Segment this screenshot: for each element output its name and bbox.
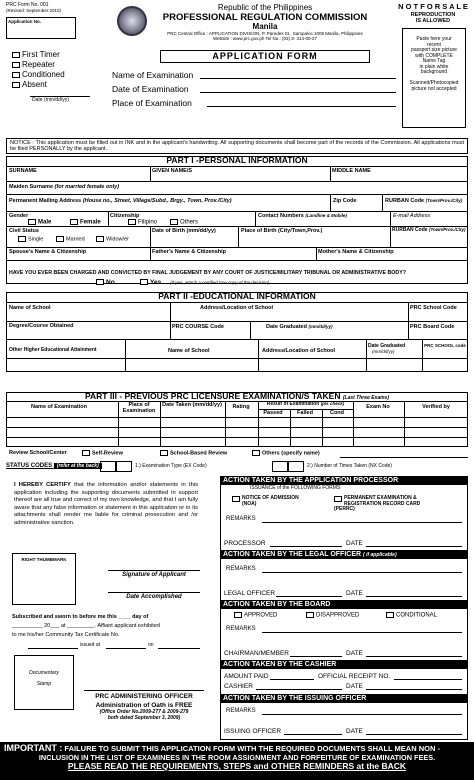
exam-fields bbox=[112, 68, 193, 110]
exam-date-label: Date of Examination bbox=[112, 84, 189, 94]
grad-date-label: Date Graduated (mm/dd/yy) bbox=[266, 324, 333, 330]
republic-text: Republic of the Philippines bbox=[217, 3, 313, 12]
review-school-based[interactable]: School-Based Review bbox=[160, 450, 227, 457]
convicted-question: HAVE YOU EVER BEEN CHARGED AND CONVICTED BY FINAL JUDGEMENT BY ANY COURT OF JUSTICE/MILITARY TRIBUNAL OR ADMINISTRATIVE BODY? bbox=[9, 270, 407, 276]
col-verified-by: Verified by bbox=[422, 404, 450, 410]
receipt-no-label: OFFICIAL RECEIPT NO. bbox=[318, 673, 391, 680]
exam-date-field[interactable] bbox=[200, 92, 396, 93]
date-label: Date (mm/dd/yy) bbox=[32, 97, 69, 103]
legal-officer-label: LEGAL OFFICER bbox=[224, 590, 276, 597]
col-cond: Cond bbox=[329, 410, 345, 416]
civil-status-label: Civil Status bbox=[9, 228, 39, 234]
civil-single[interactable]: Single bbox=[18, 236, 43, 243]
nx-code-box[interactable] bbox=[272, 461, 288, 472]
officer-signature-line[interactable] bbox=[84, 690, 204, 691]
convicted-no[interactable]: No bbox=[96, 279, 115, 286]
status-code-2: 2.) Number of Times Taken (NX Code) bbox=[307, 463, 392, 469]
board-conditional[interactable]: CONDITIONAL bbox=[386, 612, 437, 619]
prc-school2-label: PRC SCHOOL code bbox=[424, 343, 466, 348]
col-date-taken: Date Taken (mm/dd/yy) bbox=[162, 402, 222, 408]
legal-date-label: DATE bbox=[346, 590, 363, 597]
processor-label: PROCESSOR bbox=[224, 540, 266, 547]
maiden-field[interactable] bbox=[6, 194, 468, 195]
status-absent[interactable]: Absent bbox=[12, 80, 65, 90]
date-accomplished-label: Date Accomplished bbox=[126, 594, 182, 600]
degree-label: Degree/Course Obtained bbox=[9, 323, 74, 329]
ex-code-box[interactable] bbox=[100, 461, 116, 472]
status-codes-label: STATUS CODES (refer at the back) bbox=[6, 463, 102, 470]
issued-at-label: issued at bbox=[80, 642, 101, 648]
perc-option[interactable]: PERMANENT EXAMINATION & REGISTRATION RECORD CARD (PERRC) bbox=[334, 495, 421, 512]
signature-label: Signature of Applicant bbox=[122, 572, 186, 578]
issuance-label: ISSUANCE of the FOLLOWING FORMS bbox=[250, 485, 341, 491]
citizenship-label: Citizenship bbox=[110, 213, 140, 219]
applicant-status-options bbox=[12, 50, 65, 90]
spouse-label: Spouse's Name & Citizenship bbox=[9, 249, 87, 255]
issuing-officer-label: ISSUING OFFICER bbox=[224, 728, 282, 735]
office-order-note: (Office Order No.2009-277 & 2009-279 both dated September 3, 2009) bbox=[99, 709, 189, 721]
form-title: APPLICATION FORM bbox=[160, 50, 370, 63]
issuing-remarks-field[interactable] bbox=[262, 714, 462, 715]
maiden-label: Maiden Surname (for married female only) bbox=[9, 184, 120, 190]
important-footer: IMPORTANT : FAILURE TO SUBMIT THIS APPLICATION FORM WITH THE REQUIRED DOCUMENTS SHALL MEAN NON - INCLUSION IN THE LIST OF EXAMINEES IN THE ROOM ASSIGNMENT AND FORFEITURE OF EXAMINATION FEES. PLEASE READ THE REQUIREMENTS, STEPS and OTHER REMINDERS at the BACK bbox=[0, 742, 474, 780]
prc-course-label: PRC COURSE Code bbox=[172, 324, 224, 330]
processor-title: ACTION TAKEN BY THE APPLICATION PROCESSOR bbox=[220, 476, 468, 485]
board-disapproved[interactable]: DISAPPROVED bbox=[306, 612, 359, 619]
citizenship-others[interactable]: Others bbox=[170, 219, 198, 226]
civil-row[interactable] bbox=[6, 247, 468, 248]
board-date-label: DATE bbox=[346, 650, 363, 657]
exam-row-1[interactable] bbox=[6, 417, 468, 418]
col-passed: Passed bbox=[263, 410, 283, 416]
issuing-title: ACTION TAKEN BY THE ISSUING OFFICER bbox=[220, 694, 468, 703]
col-rating: Rating bbox=[232, 404, 250, 410]
civil-married[interactable]: Married bbox=[56, 236, 85, 243]
legal-title: ACTION TAKEN BY THE LEGAL OFFICER ( if applicable) bbox=[220, 550, 468, 559]
review-self[interactable]: Self-Review bbox=[82, 450, 123, 457]
issuing-date-label: DATE bbox=[346, 728, 363, 735]
zip-label: Zip Code bbox=[333, 198, 357, 204]
rurban2-label: RURBAN Code (Town/Prov./City) bbox=[392, 227, 466, 233]
gender-male[interactable]: Male bbox=[28, 219, 51, 226]
school-row[interactable] bbox=[6, 321, 468, 322]
notice-box: NOTICE : This application must be filled out in INK and in the applicant's handwriting. All supporting documents shall become part of the records of the Commission. All applications must be filed PERSONALLY by the applicant. bbox=[6, 138, 468, 154]
not-for-sale: N O T F O R S A L E bbox=[398, 2, 468, 11]
prc-seal-logo bbox=[117, 6, 147, 36]
pob-label: Place of Birth (City/Town,Prov.) bbox=[241, 228, 323, 234]
given-name-label: GIVEN NAME/S bbox=[152, 168, 193, 174]
part3-title: PART III - PREVIOUS PRC LICENSURE EXAMINATION/S TAKEN (Last Three Exams) bbox=[6, 392, 468, 402]
civil-widow[interactable]: Widow/er bbox=[96, 236, 129, 243]
certification-text: I HEREBY CERTIFY that the information and/or statements in this application including the supporting documents submitted in support thereof are all true and correct of my own knowledge, and that I am fully aware that any false information or statement in this application or in its attachments shall render me liable for criminal prosecution and /or administrative sanction. bbox=[14, 482, 198, 526]
exam-row-2[interactable] bbox=[6, 427, 468, 428]
oath-free-label: Administration of Oath is FREE bbox=[95, 702, 193, 709]
processor-remarks-field[interactable] bbox=[262, 522, 462, 523]
parents-row[interactable] bbox=[6, 260, 468, 261]
ex-code-box-2[interactable] bbox=[116, 461, 132, 472]
thumbmark-box[interactable]: RIGHT THUMBMARK bbox=[12, 553, 76, 605]
application-no-box[interactable]: Application No. bbox=[6, 17, 76, 39]
cashier-title: ACTION TAKEN BY THE CASHIER bbox=[220, 660, 468, 669]
nx-code-box-2[interactable] bbox=[288, 461, 304, 472]
mailing-field[interactable] bbox=[6, 211, 468, 212]
other-education-label: Other Higher Educational Attainment bbox=[9, 347, 97, 353]
exam-row-3[interactable] bbox=[6, 437, 468, 438]
other-education-row[interactable] bbox=[6, 358, 468, 359]
rurban-label: RURBAN Code (Town/Prov./City) bbox=[385, 198, 463, 204]
legal-remarks-label: REMARKS bbox=[226, 566, 256, 572]
gender-label: Gender bbox=[9, 213, 29, 219]
signature-line[interactable] bbox=[108, 570, 200, 571]
col-exam-name: Name of Examination bbox=[31, 404, 87, 410]
form-code: PRC Form No. 001 (Revised: September 2010) bbox=[6, 2, 62, 13]
board-approved[interactable]: APPROVED bbox=[234, 612, 277, 619]
board-remarks-field[interactable] bbox=[262, 632, 462, 633]
sworn-text: Subscribed and sworn to before me this ____ day of __________ 20___ at _________. Affiant applicant exhibited to me his/her Community Tax Certificate No. bbox=[12, 614, 160, 638]
contact-label: Contact Numbers (Landline & Mobile) bbox=[258, 213, 347, 219]
status-repeater[interactable]: Repeater bbox=[12, 60, 65, 70]
school2-label: Name of School bbox=[168, 348, 210, 354]
contact-text: Website : www.prc.gov.ph Tel No.: (02) 3- 314-00-27 bbox=[212, 35, 318, 41]
issuing-remarks-label: REMARKS bbox=[226, 708, 256, 714]
middle-name-label: MIDDLE NAME bbox=[332, 168, 371, 174]
degree-row[interactable] bbox=[6, 339, 468, 340]
name-row[interactable] bbox=[6, 181, 468, 182]
email-label: E-mail Address bbox=[393, 213, 431, 219]
convicted-yes-note: (If yes, attach a certified true copy of the decision) bbox=[170, 280, 270, 285]
date-accomplished-line[interactable] bbox=[108, 592, 200, 593]
part1-title: PART I -PERSONAL INFORMATION bbox=[6, 156, 468, 167]
part2-section bbox=[6, 292, 468, 372]
commission-name: PROFESSIONAL REGULATION COMMISSION bbox=[162, 11, 368, 23]
exam-name-label: Name of Examination bbox=[112, 70, 194, 80]
mother-label: Mother's Name & Citizenship bbox=[318, 249, 394, 255]
grad2-format: (mm/dd/yy) bbox=[372, 349, 395, 354]
status-conditioned[interactable]: Conditioned bbox=[12, 70, 65, 80]
citizenship-filipino[interactable]: Filipino bbox=[128, 219, 157, 226]
father-label: Father's Name & Citizenship bbox=[152, 249, 227, 255]
part2-title: PART II -EDUCATIONAL INFORMATION bbox=[6, 292, 468, 303]
exam-place-label: Place of Examination bbox=[112, 98, 192, 108]
review-others[interactable]: Others (specify name) bbox=[252, 450, 320, 457]
school-address-label: Address/Location of School bbox=[200, 305, 274, 311]
documentary-stamp: Documentary Stamp bbox=[14, 655, 74, 710]
mailing-label: Permanent Mailing Address (House no., Street, Village/Subd., Brgy., Town, Prov./City) bbox=[9, 198, 232, 204]
prc-officer-label: PRC ADMINISTERING OFFICER bbox=[95, 693, 193, 700]
school-label: Name of School bbox=[9, 305, 51, 311]
address-text: PRC Central Office : APPLICATION DIVISION, P. Paredes St., Sampaloc 1008 Manila, Philippines bbox=[167, 31, 363, 37]
prc-board-label: PRC Board Code bbox=[410, 324, 455, 330]
exam-name-field[interactable] bbox=[200, 78, 396, 79]
on-label: on bbox=[148, 642, 154, 648]
dob-label: Date of Birth (mm/dd/yy) bbox=[152, 228, 216, 234]
col-exam-no: Exam No bbox=[366, 404, 390, 410]
review-label: Review School/Center bbox=[9, 450, 67, 456]
status-first-timer[interactable]: First Timer bbox=[12, 50, 65, 60]
amount-paid-label: AMOUNT PAID bbox=[224, 673, 269, 680]
reproduction-note: REPRODUCTION IS ALLOWED bbox=[410, 12, 456, 25]
important-label: IMPORTANT : bbox=[4, 743, 63, 753]
col-failed: Failed bbox=[297, 410, 313, 416]
surname-label: SURNAME bbox=[9, 168, 37, 174]
cashier-date-label: DATE bbox=[346, 683, 363, 690]
cashier-label: CASHIER bbox=[224, 683, 253, 690]
processor-date-label: DATE bbox=[346, 540, 363, 547]
school-address2-label: Address/Location of School bbox=[262, 348, 336, 354]
exam-place-field[interactable] bbox=[207, 106, 396, 107]
board-title: ACTION TAKEN BY THE BOARD bbox=[220, 600, 468, 609]
grad2-label: Date Graduated bbox=[368, 343, 406, 349]
processor-remarks-label: REMARKS bbox=[226, 516, 256, 522]
gender-female[interactable]: Female bbox=[70, 219, 101, 226]
convicted-yes[interactable]: Yes bbox=[140, 279, 161, 286]
city-text: Manila bbox=[252, 22, 278, 32]
chairman-label: CHAIRMAN/MEMBER bbox=[224, 650, 290, 657]
prc-school-code-label: PRC School Code bbox=[410, 305, 457, 311]
status-code-1: 1.) Examination Type (EX Code) bbox=[135, 463, 207, 469]
photo-box[interactable]: Paste here your recent passport size picture with COMPLETE Name Tag in plain white background Scanned/Photocopied picture not accepted bbox=[402, 28, 466, 128]
noa-option[interactable]: NOTICE OF ADMISSION (NOA) bbox=[232, 496, 299, 507]
legal-remarks-field[interactable] bbox=[262, 572, 462, 573]
col-result: Result of Examination (pls check) bbox=[266, 401, 345, 407]
board-remarks-label: REMARKS bbox=[226, 626, 256, 632]
col-exam-place: Place of Examination bbox=[122, 402, 156, 415]
